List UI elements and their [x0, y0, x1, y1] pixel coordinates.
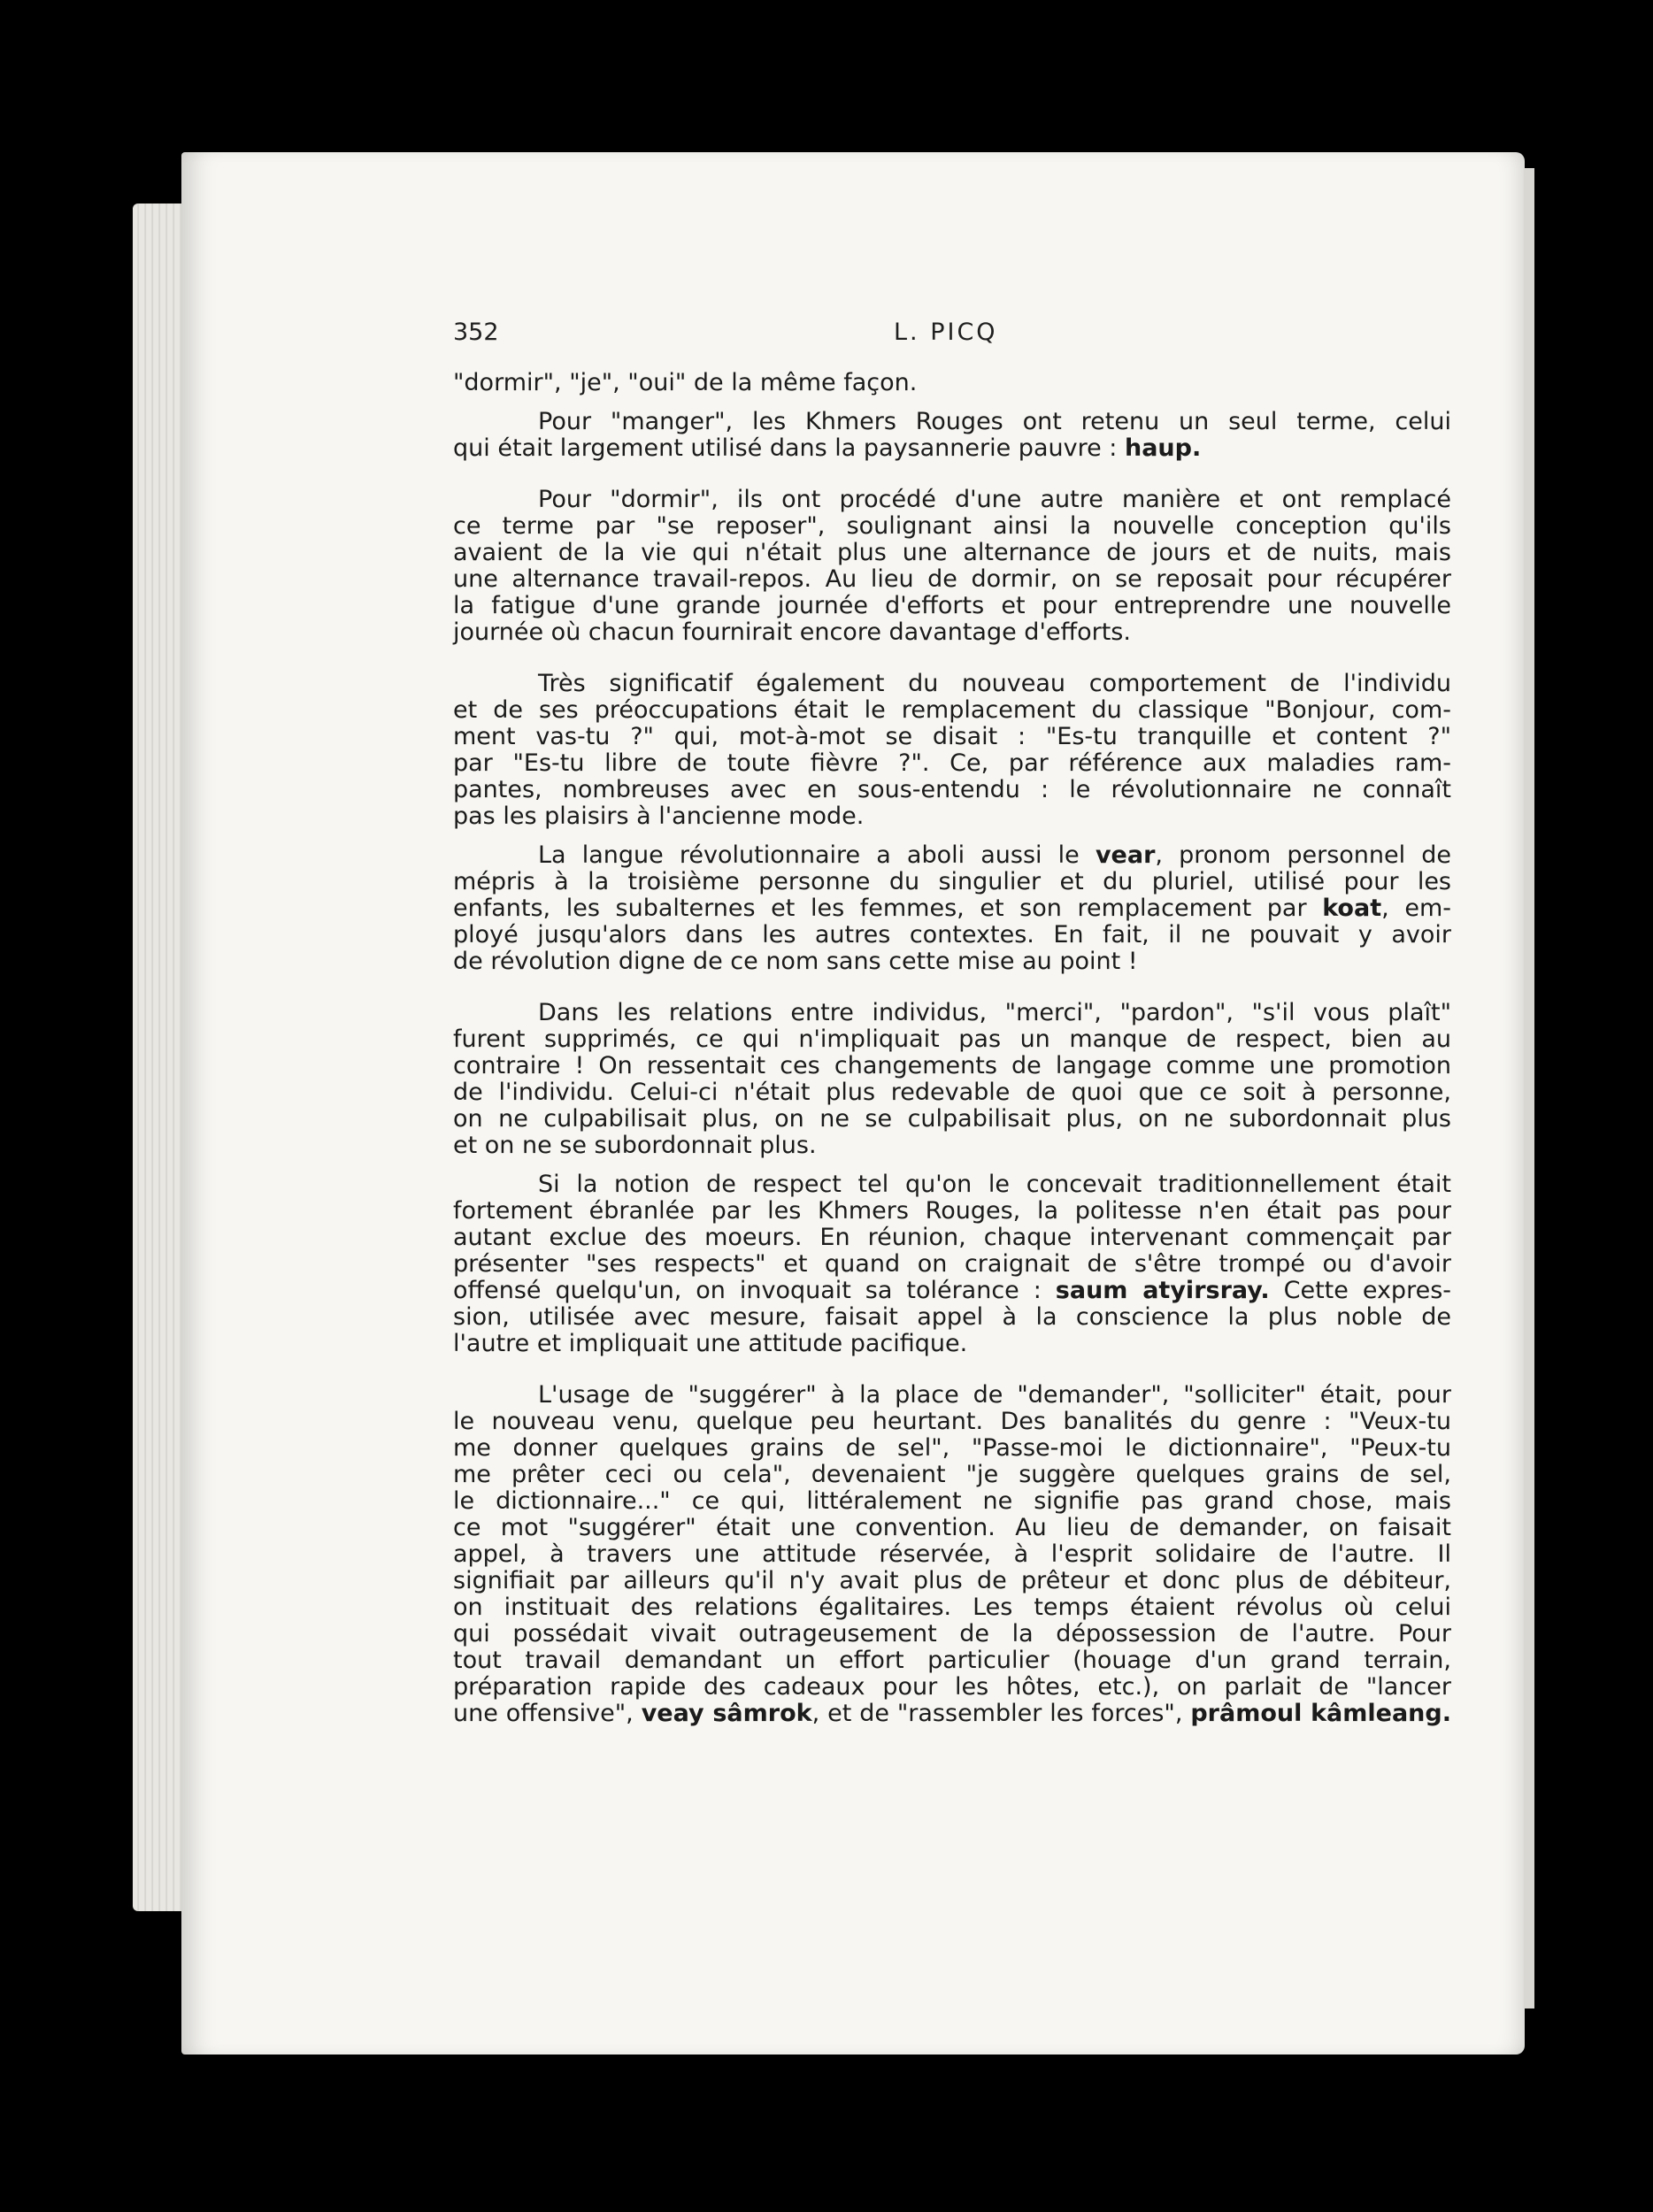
- text-line: le dictionnaire..." ce qui, littéralement ne signifie pas grand chose, mais: [453, 1487, 1451, 1515]
- text-line: fortement ébranlée par les Khmers Rouges, la politesse n'en était pas pour: [453, 1197, 1451, 1225]
- text-line: ce mot "suggérer" était une convention. Au lieu de demander, on faisait: [453, 1514, 1451, 1541]
- text-line: de révolution digne de ce nom sans cette mise au point !: [453, 948, 1138, 975]
- paragraph-7: [453, 1171, 1451, 1357]
- text-line: ce terme par "se reposer", soulignant ainsi la nouvelle conception qu'ils: [453, 512, 1451, 540]
- text-line: Pour "manger", les Khmers Rouges ont retenu un seul terme, celui: [538, 408, 1451, 435]
- khmer-term-vear: vear: [1095, 841, 1156, 869]
- text-line: contraire ! On ressentait ces changements de langage comme une promotion: [453, 1052, 1451, 1079]
- text-line: enfants, les subalternes et les femmes, et son remplacement par koat, em-: [453, 895, 1451, 922]
- text-line: signifiait par ailleurs qu'il n'y avait plus de prêteur et donc plus de débiteur,: [453, 1567, 1451, 1594]
- text-line: mépris à la troisième personne du singulier et du pluriel, utilisé pour les: [453, 868, 1451, 895]
- text-line: journée où chacun fournirait encore davantage d'efforts.: [453, 618, 1131, 646]
- text-line: sion, utilisée avec mesure, faisait appel à la conscience la plus noble de: [453, 1303, 1451, 1331]
- text-line: une alternance travail-repos. Au lieu de dormir, on se reposait pour récupérer: [453, 565, 1451, 593]
- text-line: par "Es-tu libre de toute fièvre ?". Ce, par référence aux maladies ram-: [453, 749, 1451, 777]
- text-line: ployé jusqu'alors dans les autres contextes. En fait, il ne pouvait y avoir: [453, 921, 1451, 949]
- paragraph-3: [453, 487, 1451, 646]
- text-line: furent supprimés, ce qui n'impliquait pas un manque de respect, bien au: [453, 1025, 1451, 1053]
- text-line: Très significatif également du nouveau comportement de l'individu: [538, 670, 1451, 697]
- page-header: [453, 319, 1451, 359]
- text-line: Dans les relations entre individus, "merci", "pardon", "s'il vous plaît": [538, 999, 1451, 1026]
- text-line: pantes, nombreuses avec en sous-entendu : le révolutionnaire ne connaît: [453, 776, 1451, 803]
- text-line: l'autre et impliquait une attitude pacifique.: [453, 1330, 968, 1357]
- paragraph-4: [453, 671, 1451, 830]
- text-line: présenter "ses respects" et quand on craignait de s'être trompé ou d'avoir: [453, 1250, 1451, 1278]
- text-line: tout travail demandant un effort particulier (houage d'un grand terrain,: [453, 1647, 1451, 1674]
- text-line: préparation rapide des cadeaux pour les hôtes, etc.), on parlait de "lancer: [453, 1673, 1451, 1701]
- text-line: de l'individu. Celui-ci n'était plus redevable de quoi que ce soit à personne,: [453, 1079, 1451, 1106]
- paragraph-2: [453, 409, 1451, 462]
- text-line: Si la notion de respect tel qu'on le concevait traditionnellement était: [538, 1171, 1451, 1198]
- khmer-term-saum-atyirsray: saum atyirsray.: [1055, 1277, 1270, 1304]
- khmer-term-haup: haup.: [1124, 434, 1202, 462]
- text-line: pas les plaisirs à l'ancienne mode.: [453, 803, 865, 830]
- paragraph-5: [453, 842, 1451, 975]
- text-line: autant exclue des moeurs. En réunion, chaque intervenant commençait par: [453, 1224, 1451, 1251]
- text-line: appel, à travers une attitude réservée, à l'esprit solidaire de l'autre. Il: [453, 1540, 1451, 1568]
- khmer-term-veay-samrok: veay sâmrok: [641, 1700, 812, 1727]
- text-line: qui était largement utilisé dans la paysannerie pauvre : haup.: [453, 434, 1202, 462]
- text-line: La langue révolutionnaire a aboli aussi le vear, pronom personnel de: [538, 841, 1451, 869]
- running-head: L. PICQ: [894, 319, 998, 346]
- text-line: on instituait des relations égalitaires. Les temps étaient révolus où celui: [453, 1594, 1451, 1621]
- text-line: avaient de la vie qui n'était plus une alternance de jours et de nuits, mais: [453, 539, 1451, 566]
- page-right-rim: [1524, 168, 1534, 2008]
- text-line: le nouveau venu, quelque peu heurtant. Des banalités du genre : "Veux-tu: [453, 1408, 1451, 1435]
- text-line: me donner quelques grains de sel", "Passe-moi le dictionnaire", "Peux-tu: [453, 1434, 1451, 1462]
- text-line: offensé quelqu'un, on invoquait sa tolérance : saum atyirsray. Cette expres-: [453, 1277, 1452, 1304]
- text-line: et on ne se subordonnait plus.: [453, 1132, 817, 1159]
- page-number: 352: [453, 319, 499, 346]
- paragraph-1: [453, 370, 1451, 396]
- khmer-term-koat: koat: [1322, 895, 1382, 922]
- text-line: une offensive", veay sâmrok, et de "rassembler les forces", prâmoul kâmleang.: [453, 1700, 1451, 1727]
- text-line: Pour "dormir", ils ont procédé d'une autre manière et ont remplacé: [538, 486, 1451, 513]
- text-line: me prêter ceci ou cela", devenaient "je suggère quelques grains de sel,: [453, 1461, 1451, 1488]
- text-line: "dormir", "je", "oui" de la même façon.: [453, 369, 918, 396]
- text-line: on ne culpabilisait plus, on ne se culpabilisait plus, on ne subordonnait plus: [453, 1105, 1451, 1133]
- text-line: qui possédait vivait outrageusement de la dépossession de l'autre. Pour: [453, 1620, 1451, 1647]
- body-text: [453, 370, 1451, 1727]
- text-line: et de ses préoccupations était le remplacement du classique "Bonjour, com-: [453, 696, 1451, 724]
- paragraph-6: [453, 1000, 1451, 1159]
- paragraph-8: [453, 1382, 1451, 1727]
- khmer-term-pramoul-kamleang: prâmoul kâmleang.: [1190, 1700, 1451, 1727]
- text-line: la fatigue d'une grande journée d'efforts et pour entreprendre une nouvelle: [453, 592, 1451, 619]
- text-line: ment vas-tu ?" qui, mot-à-mot se disait : "Es-tu tranquille et content ?": [453, 723, 1451, 750]
- text-line: L'usage de "suggérer" à la place de "demander", "solliciter" était, pour: [538, 1381, 1451, 1409]
